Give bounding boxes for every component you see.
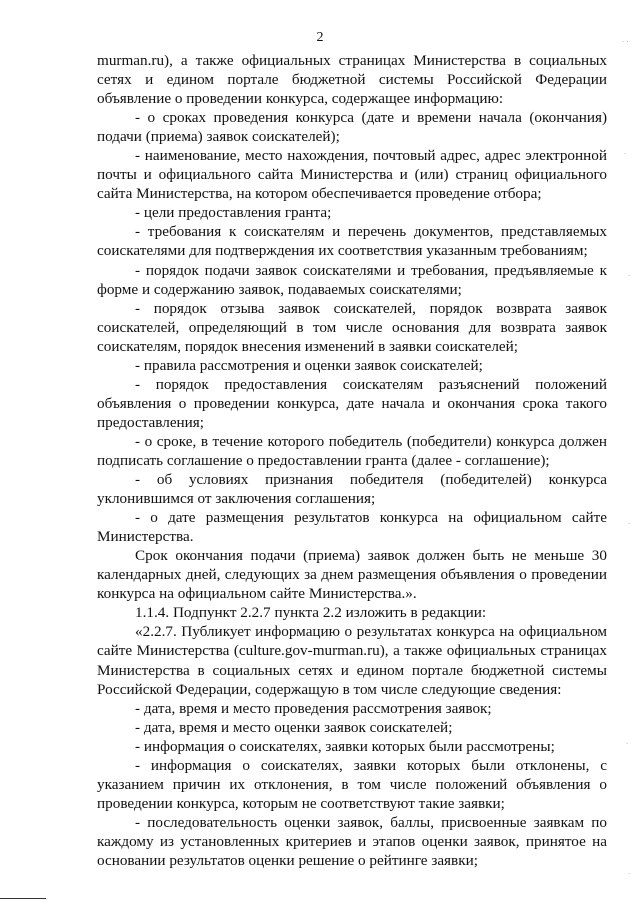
page-number: 2 xyxy=(316,30,324,45)
scan-speck: · xyxy=(624,150,627,158)
list-item: - о дате размещения результатов конкурса на официальном сайте Министерства. xyxy=(97,509,607,546)
list-item: - дата, время и место оценки заявок соискателей; xyxy=(135,718,453,736)
list-item: - цели предоставления гранта; xyxy=(135,204,332,222)
bottom-edge-rule xyxy=(0,898,46,899)
list-item: - информация о соискателях, заявки которых были отклонены, с указанием причин их отклонения, в том числе положений объявления о проведении конкурса, которым не соответствуют такие заявки; xyxy=(97,756,607,812)
paragraph: 1.1.4. Подпункт 2.2.7 пункта 2.2 изложить в редакции: xyxy=(135,604,487,622)
list-item: - порядок отзыва заявок соискателей, порядок возврата заявок соискателей, определяющий в том числе основания для возврата заявок соискателям, порядок внесения изменений в заявки соискателей; xyxy=(97,299,607,355)
list-item: - порядок предоставления соискателям разъяснений положений объявления о проведении конкурса, дате начала и окончания срока такого предоставления; xyxy=(97,375,607,431)
scan-speck: · · xyxy=(622,38,629,46)
list-item: - дата, время и место проведения рассмотрения заявок; xyxy=(135,699,492,717)
paragraph: murman.ru), а также официальных страницах Министерства в социальных сетях и едином портале бюджетной системы Российской Федерации объявление о проведении конкурса, содержащее информацию: xyxy=(97,52,607,108)
paragraph: Срок окончания подачи (приема) заявок должен быть не меньше 30 календарных дней, следующих за днем размещения объявления о проведении конкурса на официальном сайте Министерства.». xyxy=(97,547,607,603)
scan-speck: · xyxy=(628,520,631,528)
document-body xyxy=(97,51,607,870)
list-item: - об условиях признания победителя (победителей) конкурса уклонившимся от заключения соглашения; xyxy=(97,471,607,508)
scan-speck: · xyxy=(628,870,631,878)
list-item: - правила рассмотрения и оценки заявок соискателей; xyxy=(135,356,483,374)
list-item: - о сроке, в течение которого победитель (победители) конкурса должен подписать соглашение о предоставлении гранта (далее - соглашение); xyxy=(97,432,607,469)
list-item: - о сроках проведения конкурса (дате и времени начала (окончания) подачи (приема) заявок соискателей); xyxy=(97,109,607,146)
list-item: - порядок подачи заявок соискателями и требования, предъявляемые к форме и содержанию заявок, подаваемых соискателями; xyxy=(97,261,607,298)
list-item: - требования к соискателям и перечень документов, представляемых соискателями для подтверждения их соответствия указанным требованиям; xyxy=(97,223,607,260)
scan-speck: · xyxy=(626,740,629,748)
paragraph: «2.2.7. Публикует информацию о результатах конкурса на официальном сайте Министерства (culture.gov-murman.ru), а также официальных страницах Министерства в социальных сетях и едином портале бюджетной системы Российской Федерации, содержащую в том числе следующие сведения: xyxy=(97,623,607,698)
list-item: - информация о соискателях, заявки которых были рассмотрены; xyxy=(135,737,555,755)
scan-speck: · xyxy=(628,272,631,280)
list-item: - наименование, место нахождения, почтовый адрес, адрес электронной почты и официального сайта Министерства и (или) страниц официального сайта Министерства, на котором обеспечивается проведение отбора; xyxy=(97,147,607,203)
list-item: - последовательность оценки заявок, баллы, присвоенные заявкам по каждому из установленных критериев и этапов оценки заявок, принятое на основании результатов оценки решение о рейтинге заявки; xyxy=(97,813,607,869)
